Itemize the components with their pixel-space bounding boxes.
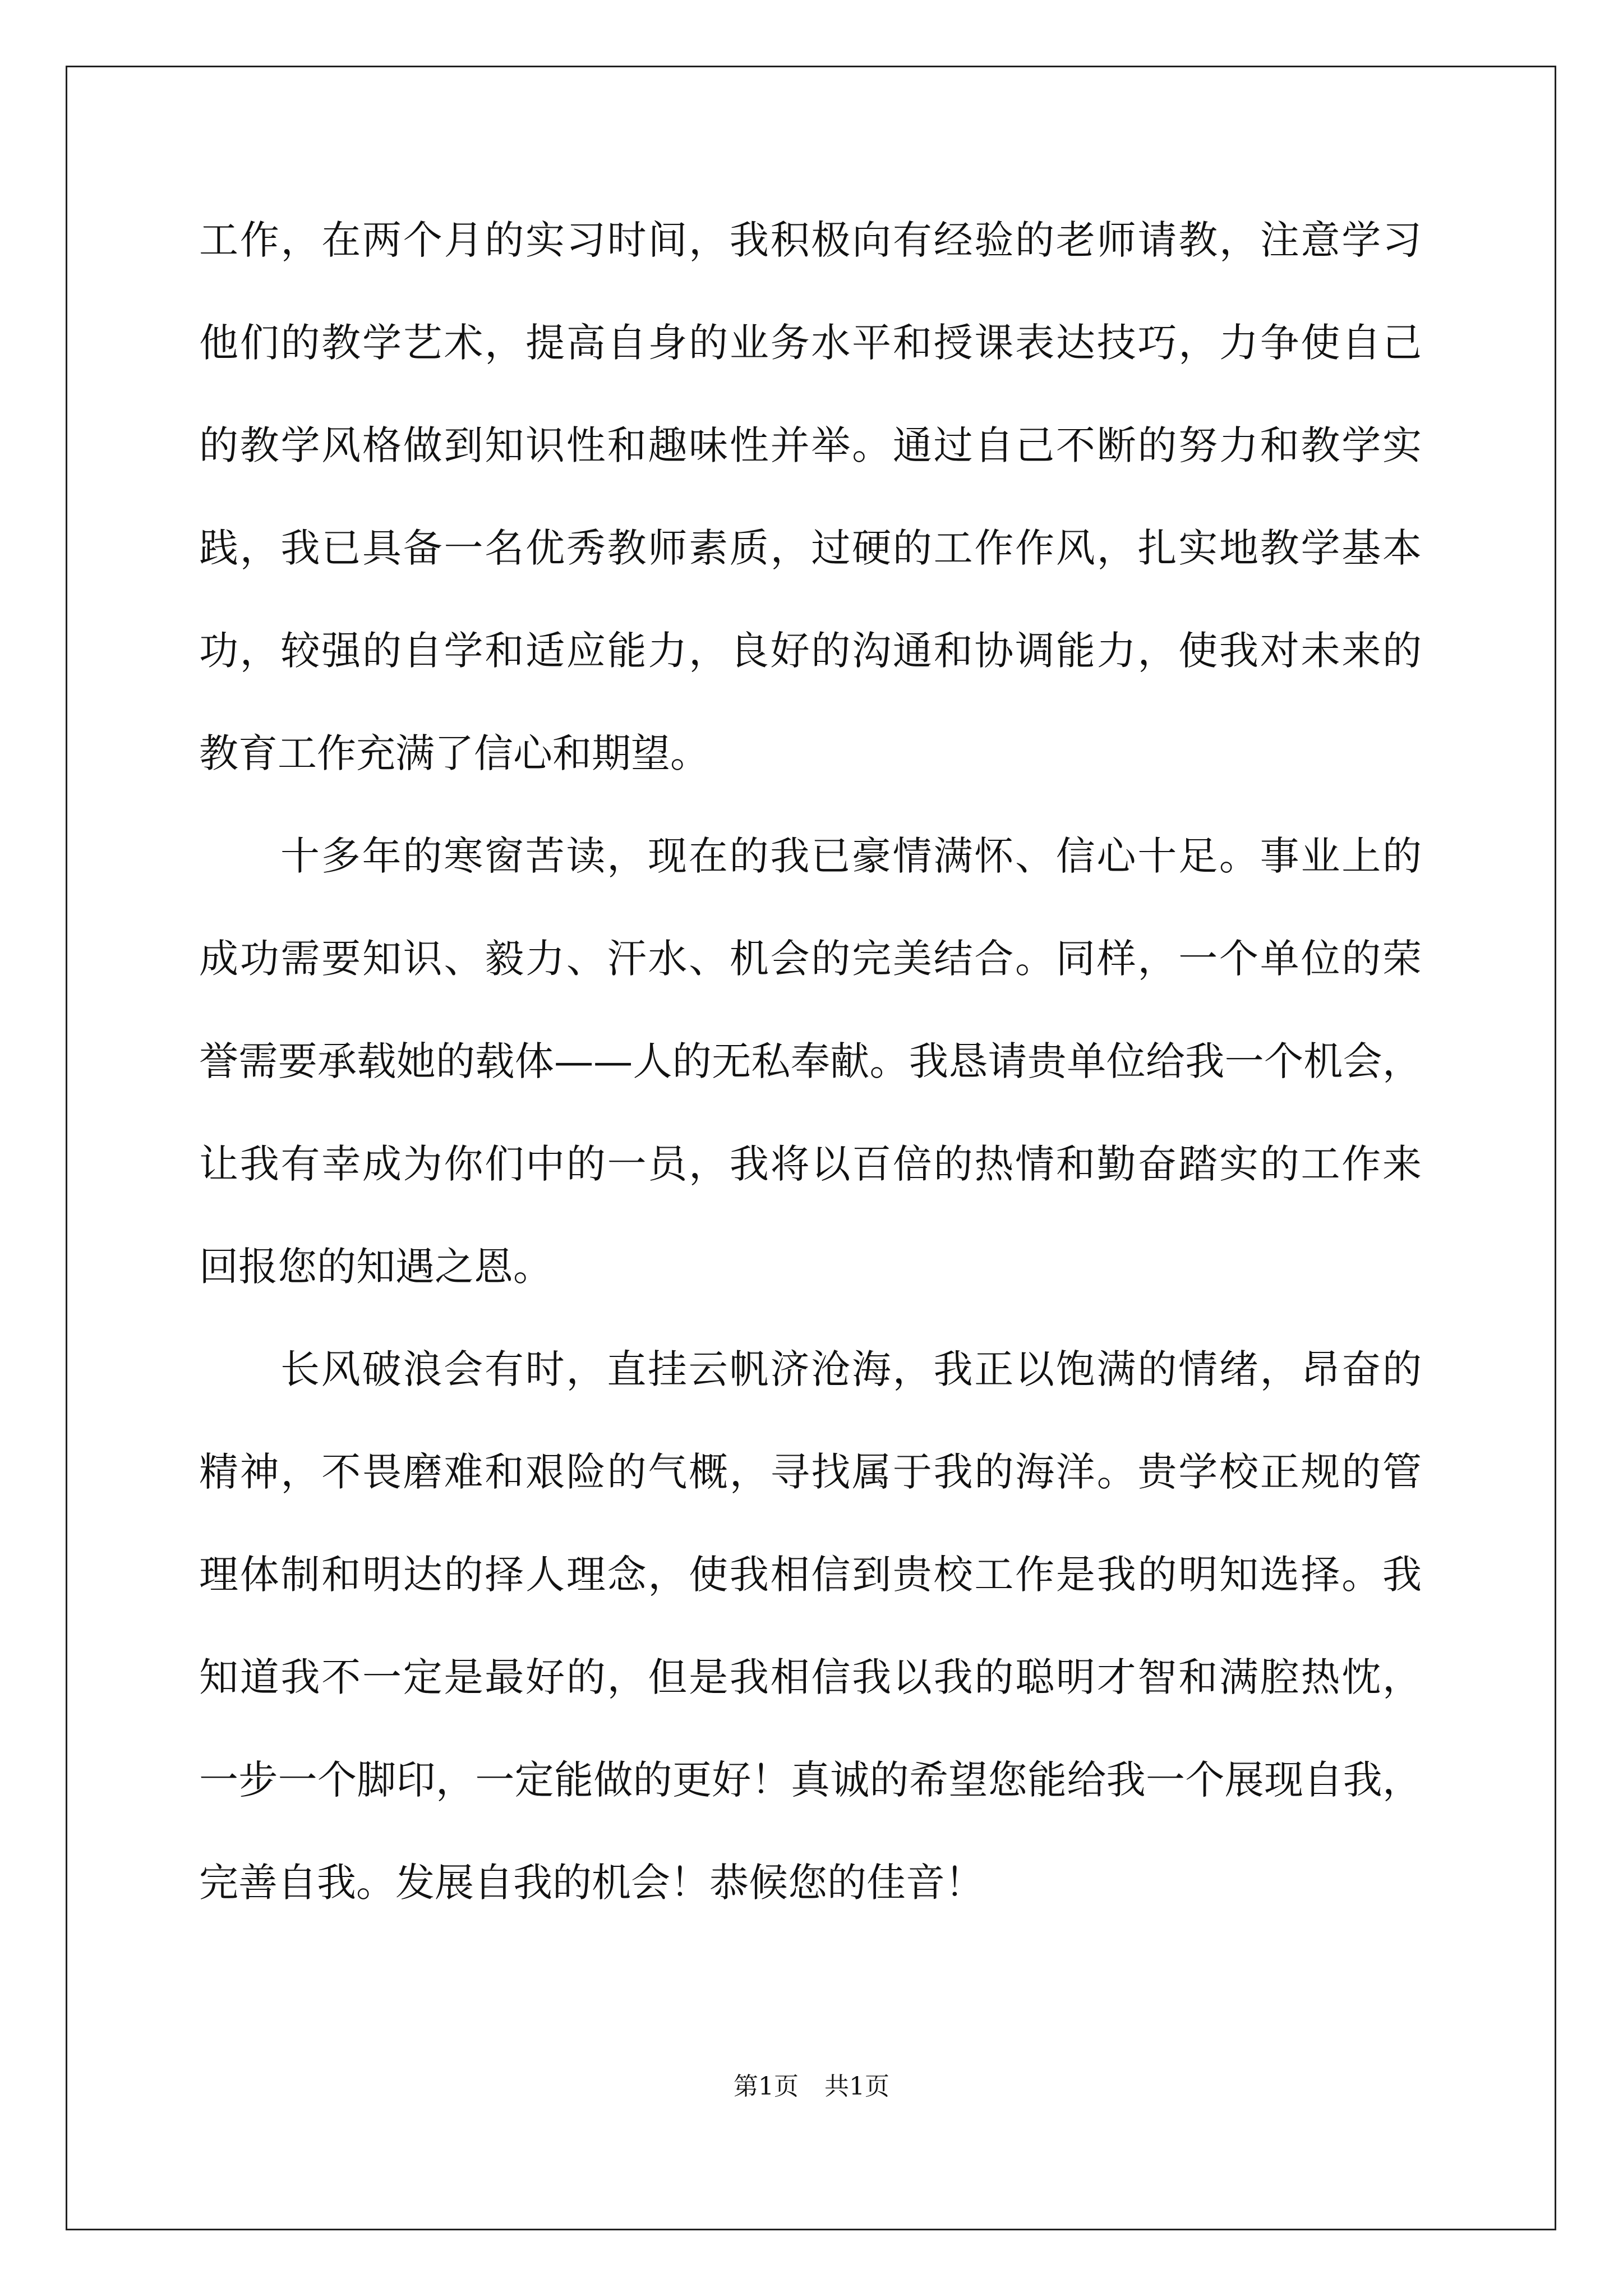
paragraph xyxy=(199,828,1422,1341)
paragraph xyxy=(199,212,1422,828)
paragraph xyxy=(199,1341,1422,1957)
text-line: 践，我已具备一名优秀教师素质，过硬的工作作风，扎实地教学基本 xyxy=(199,525,1422,571)
text-line: 精神，不畏磨难和艰险的气概，寻找属于我的海洋。贵学校正规的管 xyxy=(199,1449,1422,1495)
text-line: 理体制和明达的择人理念，使我相信到贵校工作是我的明知选择。我 xyxy=(199,1552,1422,1598)
text-line: 让我有幸成为你们中的一员，我将以百倍的热情和勤奋踏实的工作来 xyxy=(199,1141,1422,1187)
page-footer xyxy=(0,2070,1623,2104)
text-line: 完善自我。发展自我的机会！恭候您的佳音！ xyxy=(199,1860,984,1906)
text-line: 教育工作充满了信心和期望。 xyxy=(199,730,709,776)
page-number-total: 共1页 xyxy=(824,2072,889,2101)
text-line: 工作，在两个月的实习时间，我积极向有经验的老师请教，注意学习 xyxy=(199,217,1422,263)
document-body xyxy=(199,212,1422,1957)
text-line: 成功需要知识、毅力、汗水、机会的完美结合。同样，一个单位的荣 xyxy=(199,936,1422,982)
text-line: 功，较强的自学和适应能力，良好的沟通和协调能力，使我对未来的 xyxy=(199,628,1422,674)
text-line: 他们的教学艺术，提高自身的业务水平和授课表达技巧，力争使自己 xyxy=(199,320,1422,366)
text-line: 一步一个脚印，一定能做的更好！真诚的希望您能给我一个展现自我， xyxy=(199,1757,1422,1803)
page-number-current: 第1页 xyxy=(734,2072,799,2101)
text-line: 长风破浪会有时，直挂云帆济沧海，我正以饱满的情绪，昂奋的 xyxy=(280,1346,1422,1392)
text-line: 回报您的知遇之恩。 xyxy=(199,1244,552,1290)
text-line: 十多年的寒窗苦读，现在的我已豪情满怀、信心十足。事业上的 xyxy=(280,833,1422,879)
text-line: 知道我不一定是最好的，但是我相信我以我的聪明才智和满腔热忱， xyxy=(199,1654,1422,1700)
text-line: 誉需要承载她的载体——人的无私奉献。我恳请贵单位给我一个机会， xyxy=(199,1038,1422,1084)
text-line: 的教学风格做到知识性和趣味性并举。通过自己不断的努力和教学实 xyxy=(199,422,1422,468)
